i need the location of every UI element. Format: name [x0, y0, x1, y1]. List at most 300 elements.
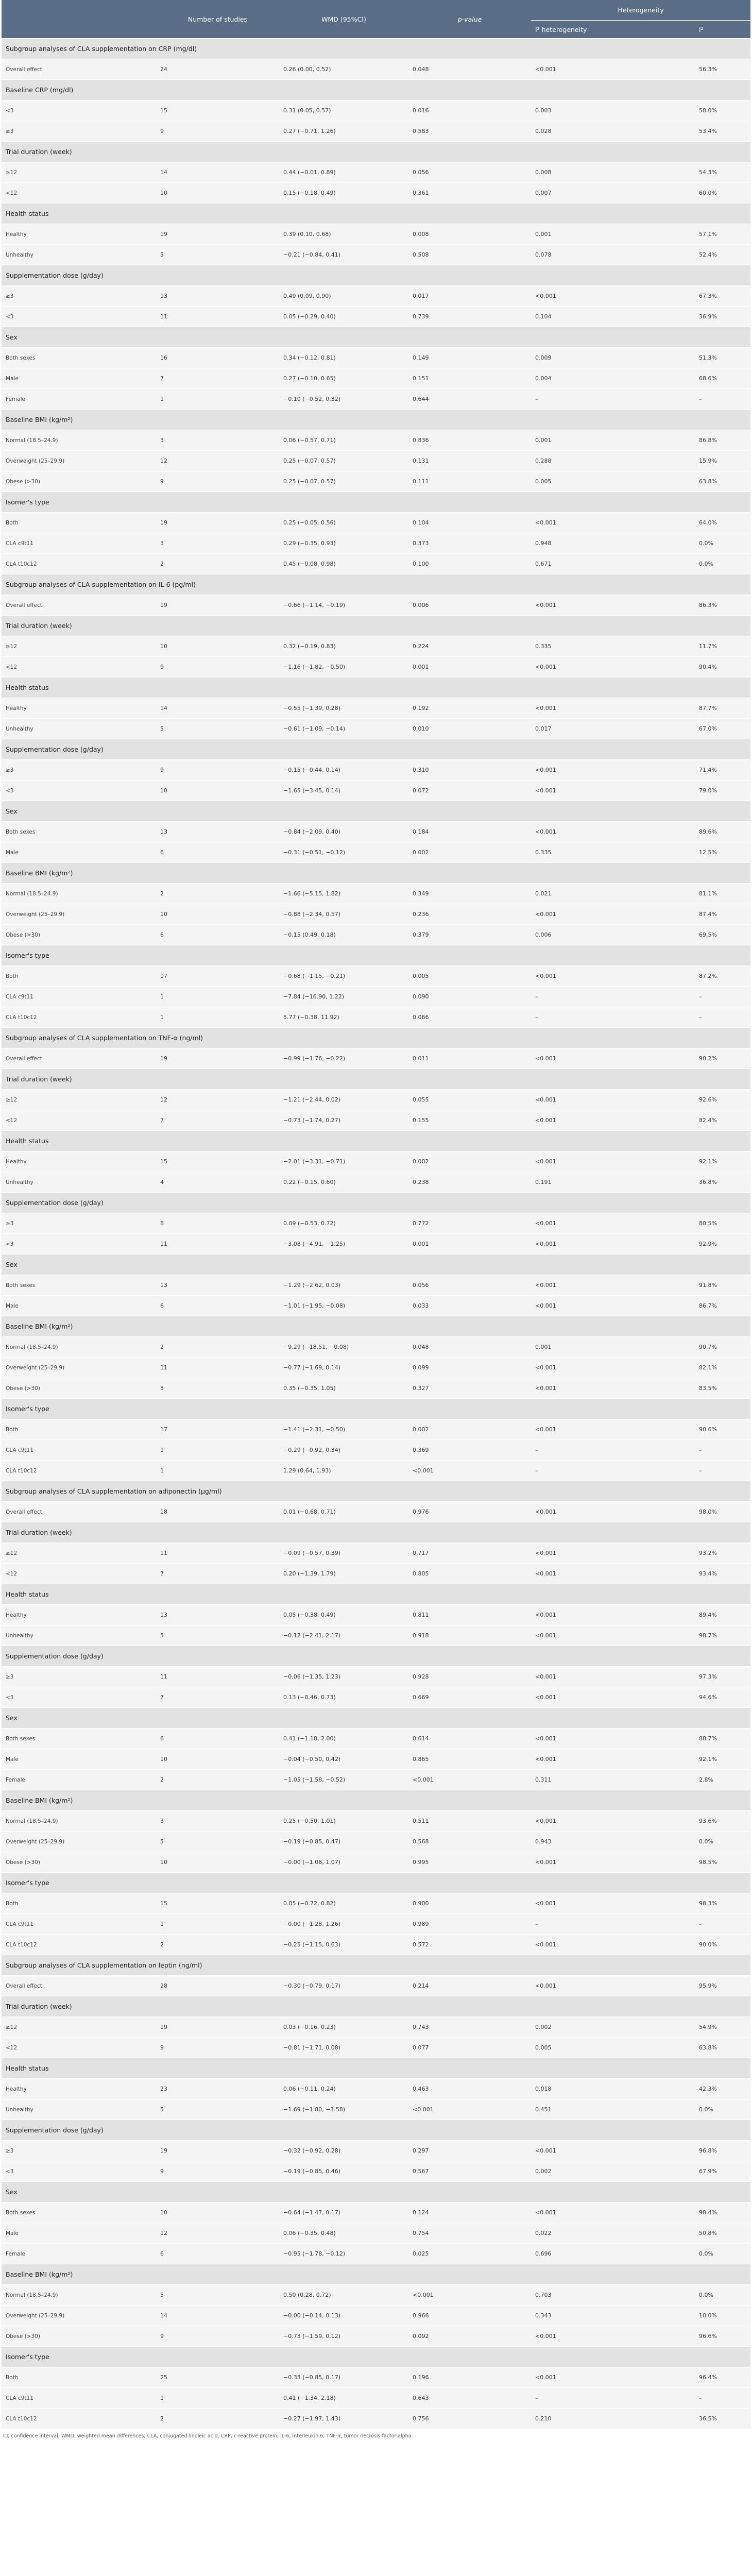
cell-p-value: 0.614 [408, 1728, 531, 1749]
cell-p-value: 0.572 [408, 1935, 531, 1955]
cell-wmd: 0.25 (−0.05, 0.56) [279, 513, 408, 533]
cell-wmd: 0.05 (−0.29, 0.40) [279, 307, 408, 327]
cell-subgroup: Healthy [2, 1151, 156, 1172]
cell-studies: 25 [156, 2367, 279, 2388]
cell-subgroup: Obese (>30) [2, 925, 156, 945]
table-row [2, 121, 750, 142]
table-row [2, 636, 750, 657]
cell-i2: 67.9% [695, 2161, 750, 2182]
cell-p-value: 0.025 [408, 2244, 531, 2264]
cell-p-value: 0.928 [408, 1667, 531, 1687]
cell-p-value: 0.151 [408, 368, 531, 389]
cell-subgroup: ≥3 [2, 1213, 156, 1234]
cell-subgroup: CLA c9t11 [2, 1440, 156, 1461]
cell-studies: 12 [156, 2223, 279, 2244]
section-label: Isomer's type [2, 1873, 750, 1893]
cell-studies: 5 [156, 2285, 279, 2306]
cell-i2: 0.0% [695, 2244, 750, 2264]
cell-wmd: −0.00 (−1.08, 1.07) [279, 1852, 408, 1873]
section-label: Supplementation dose (g/day) [2, 739, 750, 760]
table-row [2, 348, 750, 368]
cell-p-value: 0.001 [408, 1234, 531, 1255]
cell-i2: 54.9% [695, 2017, 750, 2038]
cell-subgroup: <3 [2, 2161, 156, 2182]
cell-studies: 2 [156, 2409, 279, 2429]
table-row [2, 59, 750, 80]
cell-p-value: 0.643 [408, 2388, 531, 2409]
section-header-row [2, 2058, 750, 2079]
cell-p-heterogeneity: <0.001 [531, 781, 695, 801]
cell-studies: 19 [156, 2017, 279, 2038]
cell-i2: 91.8% [695, 1275, 750, 1296]
cell-p-value: 0.310 [408, 760, 531, 781]
cell-subgroup: Male [2, 368, 156, 389]
cell-p-value: 0.072 [408, 781, 531, 801]
section-header-row [2, 739, 750, 760]
cell-p-heterogeneity: 0.007 [531, 183, 695, 204]
cell-p-heterogeneity: 0.006 [531, 925, 695, 945]
cell-subgroup: Unhealthy [2, 2099, 156, 2120]
cell-i2: 98.3% [695, 1893, 750, 1914]
cell-i2: 92.1% [695, 1749, 750, 1770]
cell-subgroup: Male [2, 1749, 156, 1770]
cell-studies: 24 [156, 59, 279, 80]
cell-wmd: −3.08 (−4.91, −1.25) [279, 1234, 408, 1255]
cell-subgroup: ≥3 [2, 2141, 156, 2161]
cell-studies: 6 [156, 842, 279, 863]
cell-studies: 19 [156, 595, 279, 616]
cell-p-value: 0.033 [408, 1296, 531, 1316]
cell-p-heterogeneity: 0.001 [531, 1337, 695, 1358]
section-label: Sex [2, 1255, 750, 1275]
cell-studies: 1 [156, 1914, 279, 1935]
table-row [2, 513, 750, 533]
section-label: Subgroup analyses of CLA supplementation on IL-6 (pg/ml) [2, 574, 750, 595]
cell-subgroup: CLA c9t11 [2, 2388, 156, 2409]
cell-p-heterogeneity: <0.001 [531, 657, 695, 677]
cell-p-value: 0.644 [408, 389, 531, 410]
cell-p-heterogeneity: <0.001 [531, 1275, 695, 1296]
cell-wmd: 0.27 (−0.10, 0.65) [279, 368, 408, 389]
cell-p-heterogeneity: 0.002 [531, 2017, 695, 2038]
cell-wmd: −0.27 (−1.97, 1.43) [279, 2409, 408, 2429]
cell-p-value: <0.001 [408, 1770, 531, 1790]
cell-subgroup: CLA c9t11 [2, 1914, 156, 1935]
cell-wmd: 0.06 (−0.57, 0.71) [279, 430, 408, 451]
cell-i2: 98.5% [695, 1852, 750, 1873]
cell-p-heterogeneity: <0.001 [531, 513, 695, 533]
cell-wmd: −0.10 (−0.52, 0.32) [279, 389, 408, 410]
section-header-row [2, 1131, 750, 1151]
cell-subgroup: Both [2, 1419, 156, 1440]
cell-subgroup: Overweight (25–29.9) [2, 1358, 156, 1378]
cell-wmd: 0.45 (−0.08, 0.98) [279, 554, 408, 574]
cell-i2: 60.0% [695, 183, 750, 204]
cell-wmd: −0.15 (−0.44, 0.14) [279, 760, 408, 781]
cell-p-value: <0.001 [408, 1461, 531, 1481]
cell-p-value: 0.214 [408, 1976, 531, 1996]
cell-i2: – [695, 987, 750, 1007]
cell-p-heterogeneity: <0.001 [531, 904, 695, 925]
cell-i2: 95.9% [695, 1976, 750, 1996]
cell-p-value: 0.669 [408, 1687, 531, 1708]
cell-p-heterogeneity: <0.001 [531, 1213, 695, 1234]
cell-studies: 19 [156, 513, 279, 533]
cell-wmd: −0.64 (−1.47, 0.17) [279, 2202, 408, 2223]
cell-studies: 17 [156, 966, 279, 987]
cell-subgroup: CLA t10c12 [2, 1461, 156, 1481]
cell-p-value: 0.739 [408, 307, 531, 327]
cell-subgroup: ≥12 [2, 636, 156, 657]
cell-p-heterogeneity: <0.001 [531, 1749, 695, 1770]
section-header-row [2, 1790, 750, 1811]
cell-wmd: 0.25 (−0.07, 0.57) [279, 451, 408, 471]
cell-subgroup: Normal (18.5–24.9) [2, 2285, 156, 2306]
cell-i2: 89.6% [695, 822, 750, 842]
table-row [2, 2306, 750, 2326]
cell-i2: 36.5% [695, 2409, 750, 2429]
section-label: Supplementation dose (g/day) [2, 2120, 750, 2141]
cell-studies: 5 [156, 719, 279, 739]
cell-subgroup: Female [2, 1770, 156, 1790]
cell-wmd: −0.73 (−1.74, 0.27) [279, 1110, 408, 1131]
cell-subgroup: Unhealthy [2, 245, 156, 265]
cell-wmd: −1.05 (−1.58, −0.52) [279, 1770, 408, 1790]
cell-studies: 19 [156, 1048, 279, 1069]
cell-studies: 10 [156, 1749, 279, 1770]
cell-i2: – [695, 1914, 750, 1935]
cell-p-heterogeneity: 0.335 [531, 842, 695, 863]
cell-p-value: 0.511 [408, 1811, 531, 1832]
cell-p-value: 0.865 [408, 1749, 531, 1770]
table-row [2, 657, 750, 677]
table-row [2, 966, 750, 987]
section-header-row [2, 2264, 750, 2285]
cell-studies: 7 [156, 1564, 279, 1584]
cell-studies: 9 [156, 760, 279, 781]
table-row [2, 822, 750, 842]
table-row [2, 1935, 750, 1955]
cell-p-heterogeneity: <0.001 [531, 2202, 695, 2223]
cell-i2: 93.2% [695, 1543, 750, 1564]
cell-p-value: 0.463 [408, 2079, 531, 2099]
cell-p-heterogeneity: <0.001 [531, 1110, 695, 1131]
cell-wmd: 0.22 (−0.15, 0.60) [279, 1172, 408, 1193]
cell-p-heterogeneity: <0.001 [531, 1564, 695, 1584]
cell-p-value: 0.005 [408, 966, 531, 987]
cell-wmd: 0.31 (0.05, 0.57) [279, 100, 408, 121]
table-row [2, 389, 750, 410]
cell-wmd: −0.09 (−0.57, 0.39) [279, 1543, 408, 1564]
section-header-row [2, 677, 750, 698]
section-header-row [2, 2120, 750, 2141]
cell-i2: 11.7% [695, 636, 750, 657]
cell-studies: 23 [156, 2079, 279, 2099]
cell-p-value: 0.900 [408, 1893, 531, 1914]
cell-p-heterogeneity: <0.001 [531, 1543, 695, 1564]
section-header-row [2, 204, 750, 224]
cell-wmd: −1.41 (−2.31, −0.50) [279, 1419, 408, 1440]
table-row [2, 2141, 750, 2161]
table-row [2, 1461, 750, 1481]
cell-p-heterogeneity: <0.001 [531, 966, 695, 987]
cell-i2: 98.7% [695, 1625, 750, 1646]
section-label: Supplementation dose (g/day) [2, 265, 750, 286]
cell-studies: 5 [156, 1832, 279, 1852]
cell-i2: 0.0% [695, 533, 750, 554]
cell-subgroup: Healthy [2, 1605, 156, 1625]
cell-studies: 5 [156, 245, 279, 265]
cell-p-heterogeneity: <0.001 [531, 1667, 695, 1687]
table-row [2, 368, 750, 389]
cell-p-value: 0.805 [408, 1564, 531, 1584]
cell-p-heterogeneity: – [531, 389, 695, 410]
cell-wmd: 0.26 (0.00, 0.52) [279, 59, 408, 80]
section-label: Sex [2, 1708, 750, 1728]
table-row [2, 1893, 750, 1914]
section-header-row [2, 39, 750, 59]
table-row [2, 2017, 750, 2038]
cell-studies: 19 [156, 224, 279, 245]
section-header-row [2, 2347, 750, 2367]
cell-wmd: −0.00 (−0.14, 0.13) [279, 2306, 408, 2326]
cell-p-value: 0.056 [408, 1275, 531, 1296]
cell-p-value: 0.092 [408, 2326, 531, 2347]
cell-p-value: 0.090 [408, 987, 531, 1007]
cell-p-value: 0.066 [408, 1007, 531, 1028]
table-row [2, 2079, 750, 2099]
cell-studies: 13 [156, 286, 279, 307]
cell-p-value: 0.772 [408, 1213, 531, 1234]
table-footnote: CI, confidence interval; WMD, weighted mean differences; CLA, conjugated linoleic acid; CRP, c-reactive protein; IL-6, interleukin 6; TNF-α, tumor necrosis factor-alpha. [3, 2433, 413, 2439]
table-row [2, 1811, 750, 1832]
cell-i2: 0.0% [695, 2099, 750, 2120]
cell-wmd: −1.21 (−2.44, 0.02) [279, 1090, 408, 1110]
cell-p-heterogeneity: <0.001 [531, 1728, 695, 1749]
cell-p-heterogeneity: <0.001 [531, 1048, 695, 1069]
cell-subgroup: Both sexes [2, 348, 156, 368]
table-row [2, 1625, 750, 1646]
table-row [2, 2223, 750, 2244]
header-number-of-studies: Number of studies [156, 0, 279, 39]
section-label: Sex [2, 801, 750, 822]
header-subgroup [2, 0, 156, 39]
cell-p-heterogeneity: <0.001 [531, 1687, 695, 1708]
cell-i2: 0.0% [695, 554, 750, 574]
cell-wmd: −0.81 (−1.71, 0.08) [279, 2038, 408, 2058]
section-header-row [2, 1069, 750, 1090]
table-row [2, 1337, 750, 1358]
cell-studies: 7 [156, 1687, 279, 1708]
cell-subgroup: ≥12 [2, 2017, 156, 2038]
table-row [2, 1852, 750, 1873]
cell-studies: 1 [156, 1461, 279, 1481]
cell-i2: 90.0% [695, 1935, 750, 1955]
cell-p-value: 0.131 [408, 451, 531, 471]
cell-subgroup: Both [2, 513, 156, 533]
cell-subgroup: CLA t10c12 [2, 554, 156, 574]
cell-wmd: −0.95 (−1.78, −0.12) [279, 2244, 408, 2264]
cell-p-value: 0.008 [408, 224, 531, 245]
cell-wmd: 0.34 (−0.12, 0.81) [279, 348, 408, 368]
cell-subgroup: ≥3 [2, 286, 156, 307]
cell-i2: 63.8% [695, 2038, 750, 2058]
cell-i2: 67.3% [695, 286, 750, 307]
cell-p-value: 0.100 [408, 554, 531, 574]
cell-studies: 1 [156, 1440, 279, 1461]
cell-p-heterogeneity: – [531, 1007, 695, 1028]
cell-i2: 53.4% [695, 121, 750, 142]
cell-wmd: 0.20 (−1.39, 1.79) [279, 1564, 408, 1584]
section-label: Subgroup analyses of CLA supplementation on TNF-α (ng/ml) [2, 1028, 750, 1048]
cell-subgroup: <3 [2, 307, 156, 327]
table-row [2, 1728, 750, 1749]
cell-subgroup: Male [2, 842, 156, 863]
cell-studies: 10 [156, 2202, 279, 2223]
cell-p-value: 0.192 [408, 698, 531, 719]
section-label: Trial duration (week) [2, 1069, 750, 1090]
section-label: Sex [2, 2182, 750, 2202]
cell-studies: 5 [156, 2099, 279, 2120]
cell-studies: 5 [156, 1625, 279, 1646]
cell-p-heterogeneity: 0.335 [531, 636, 695, 657]
cell-subgroup: Male [2, 1296, 156, 1316]
table-row [2, 2244, 750, 2264]
header-wmd: WMD (95%CI) [279, 0, 408, 39]
table-row [2, 1110, 750, 1131]
cell-studies: 12 [156, 1090, 279, 1110]
cell-p-heterogeneity: 0.948 [531, 533, 695, 554]
cell-p-value: 0.369 [408, 1440, 531, 1461]
cell-i2: – [695, 1461, 750, 1481]
cell-subgroup: <3 [2, 1234, 156, 1255]
section-header-row [2, 1646, 750, 1667]
cell-subgroup: Male [2, 2223, 156, 2244]
cell-subgroup: Overweight (25–29.9) [2, 904, 156, 925]
cell-wmd: −0.21 (−0.84, 0.41) [279, 245, 408, 265]
cell-subgroup: <12 [2, 657, 156, 677]
section-header-row [2, 265, 750, 286]
cell-i2: 42.3% [695, 2079, 750, 2099]
cell-p-value: 0.016 [408, 100, 531, 121]
cell-wmd: −0.31 (−0.51, −0.12) [279, 842, 408, 863]
cell-p-value: 0.149 [408, 348, 531, 368]
cell-wmd: 0.25 (−0.07, 0.57) [279, 471, 408, 492]
cell-wmd: 1.29 (0.64, 1.93) [279, 1461, 408, 1481]
cell-studies: 1 [156, 1007, 279, 1028]
cell-p-value: <0.001 [408, 2285, 531, 2306]
table-row [2, 1749, 750, 1770]
cell-p-heterogeneity: <0.001 [531, 1976, 695, 1996]
cell-wmd: −1.66 (−5.15, 1.82) [279, 884, 408, 904]
cell-i2: 88.7% [695, 1728, 750, 1749]
table-row [2, 1151, 750, 1172]
cell-p-value: <0.001 [408, 2099, 531, 2120]
cell-studies: 6 [156, 925, 279, 945]
cell-p-value: 0.048 [408, 1337, 531, 1358]
table-row [2, 698, 750, 719]
table-row [2, 1687, 750, 1708]
cell-wmd: −0.19 (−0.85, 0.47) [279, 1832, 408, 1852]
cell-i2: 64.0% [695, 513, 750, 533]
cell-studies: 6 [156, 2244, 279, 2264]
cell-subgroup: ≥3 [2, 121, 156, 142]
cell-wmd: −0.61 (−1.09, −0.14) [279, 719, 408, 739]
cell-studies: 11 [156, 307, 279, 327]
cell-studies: 11 [156, 1667, 279, 1687]
cell-wmd: 0.35 (−0.35, 1.05) [279, 1378, 408, 1399]
section-header-row [2, 2182, 750, 2202]
cell-i2: 69.5% [695, 925, 750, 945]
cell-subgroup: Overall effect [2, 595, 156, 616]
section-header-row [2, 1255, 750, 1275]
table-row [2, 1172, 750, 1193]
cell-p-heterogeneity: <0.001 [531, 286, 695, 307]
cell-i2: 96.8% [695, 2141, 750, 2161]
cell-wmd: −0.19 (−0.85, 0.46) [279, 2161, 408, 2182]
section-header-row [2, 1996, 750, 2017]
cell-i2: 90.4% [695, 657, 750, 677]
section-label: Isomer's type [2, 492, 750, 513]
cell-i2: 92.1% [695, 1151, 750, 1172]
cell-p-value: 0.001 [408, 657, 531, 677]
cell-i2: 86.3% [695, 595, 750, 616]
cell-wmd: 0.41 (−1.18, 2.00) [279, 1728, 408, 1749]
table-row [2, 224, 750, 245]
cell-subgroup: Unhealthy [2, 1172, 156, 1193]
cell-p-heterogeneity: <0.001 [531, 698, 695, 719]
cell-i2: – [695, 1440, 750, 1461]
cell-studies: 16 [156, 348, 279, 368]
cell-p-value: 0.111 [408, 471, 531, 492]
cell-subgroup: Obese (>30) [2, 471, 156, 492]
cell-p-heterogeneity: 0.696 [531, 2244, 695, 2264]
cell-wmd: 0.09 (−0.53, 0.72) [279, 1213, 408, 1234]
cell-studies: 4 [156, 1172, 279, 1193]
cell-i2: – [695, 389, 750, 410]
cell-subgroup: Normal (18.5–24.9) [2, 430, 156, 451]
cell-studies: 14 [156, 698, 279, 719]
section-label: Subgroup analyses of CLA supplementation on CRP (mg/dl) [2, 39, 750, 59]
cell-wmd: −1.65 (−3.45, 0.14) [279, 781, 408, 801]
table-row [2, 430, 750, 451]
cell-i2: 98.4% [695, 2202, 750, 2223]
table-row [2, 1832, 750, 1852]
table-row [2, 2409, 750, 2429]
cell-studies: 10 [156, 183, 279, 204]
cell-wmd: 0.32 (−0.19, 0.83) [279, 636, 408, 657]
cell-i2: 0.0% [695, 2285, 750, 2306]
cell-subgroup: Healthy [2, 224, 156, 245]
table-row [2, 1007, 750, 1028]
cell-p-value: 0.754 [408, 2223, 531, 2244]
cell-subgroup: Both sexes [2, 2202, 156, 2223]
cell-i2: 63.8% [695, 471, 750, 492]
cell-studies: 9 [156, 471, 279, 492]
cell-wmd: 0.05 (−0.72, 0.82) [279, 1893, 408, 1914]
cell-p-heterogeneity: <0.001 [531, 2141, 695, 2161]
section-header-row [2, 80, 750, 100]
cell-p-heterogeneity: 0.002 [531, 2161, 695, 2182]
table-body [2, 39, 750, 2429]
cell-i2: 15.9% [695, 451, 750, 471]
cell-wmd: −0.66 (−1.14, −0.19) [279, 595, 408, 616]
cell-studies: 9 [156, 657, 279, 677]
table-row [2, 1275, 750, 1296]
cell-p-value: 0.327 [408, 1378, 531, 1399]
cell-subgroup: <3 [2, 100, 156, 121]
cell-p-heterogeneity: 0.022 [531, 2223, 695, 2244]
